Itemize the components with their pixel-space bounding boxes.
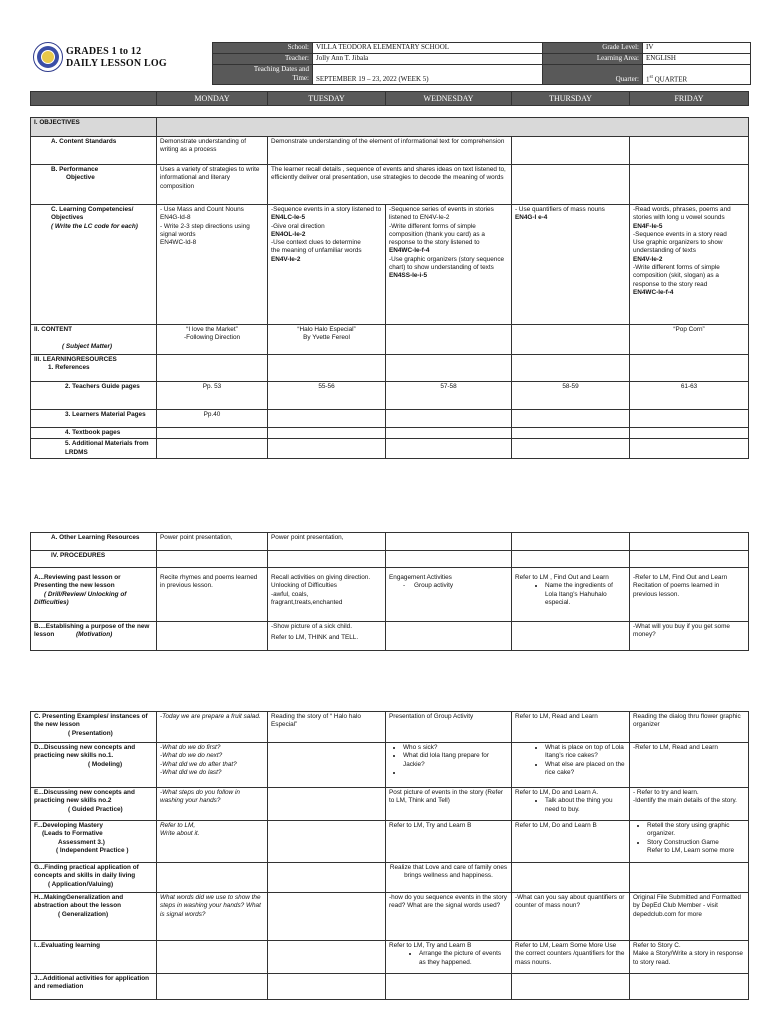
teachers-guide-friday: 61-63 [630, 382, 749, 410]
developing-mastery-thursday: Refer to LM, Do and Learn B [512, 821, 630, 863]
objectives-table [30, 117, 749, 459]
day-blank [31, 92, 157, 106]
teacher-value: Jolly Ann T. Jibala [313, 54, 543, 65]
day-thursday: THURSDAY [512, 92, 630, 106]
teachers-guide-tuesday: 55-56 [268, 382, 386, 410]
reviewing-lesson-label: A...Reviewing past lesson or Presenting the new lesson ( Drill/Review/ Unlocking of Difficulties) [31, 568, 157, 622]
reviewing-lesson-friday: -Refer to LM, Find Out and Learn Recitation of poems learned in previous lesson. [630, 568, 749, 622]
grade-level-value: IV [643, 43, 751, 54]
performance-objective-monday: Uses a variety of strategies to write informational and literary composition [157, 165, 268, 205]
grade-level-label: Grade Level: [543, 43, 643, 54]
dates-label: Teaching Dates and Time: [213, 65, 313, 85]
learners-material-monday: Pp.40 [157, 410, 268, 428]
teachers-guide-thursday: 58-59 [512, 382, 630, 410]
discussing-concepts-1-label: D...Discussing new concepts and practicing new skills no.1. ( Modeling) [31, 743, 157, 788]
learning-competencies-thursday: - Use quantifiers of mass nouns EN4G-I e-4 [512, 205, 630, 325]
learners-material-label: 3. Learners Material Pages [31, 410, 157, 428]
quarter-label: Quarter: [543, 65, 643, 85]
discussing-concepts-2-friday: - Refer to try and learn. -Identify the main details of the story. [630, 788, 749, 821]
presenting-examples-thursday: Refer to LM, Read and Learn [512, 712, 630, 743]
establishing-purpose-tuesday: -Show picture of a sick child. Refer to LM, THINK and TELL. [268, 622, 386, 651]
content-standards-tuesday: Demonstrate understanding of the element of informational text for comprehension [268, 137, 512, 165]
school-label: School: [213, 43, 313, 54]
content-friday: “Pop Corn” [630, 325, 749, 355]
content-label: II. CONTENT ( Subject Matter) [31, 325, 157, 355]
day-tuesday: TUESDAY [268, 92, 386, 106]
evaluating-learning-thursday: Refer to LM, Learn Some More Use the correct counters /quantifiers for the mass nouns. [512, 941, 630, 974]
performance-objective-label: B. Performance Objective [31, 165, 157, 205]
establishing-purpose-friday: -What will you buy if you get some money? [630, 622, 749, 651]
generalization-wednesday: -how do you sequence events in the story read? What are the signal words used? [386, 893, 512, 941]
performance-objective-tuesday: The learner recall details , sequence of events and shares ideas on text listened to, efficiently deliver oral presentation, use strategies to decode the meaning of words [268, 165, 512, 205]
learning-competencies-tuesday: -Sequence events in a story listened to EN4LC-Ie-5 -Give oral direction EN4OL-Ie-2 -Use context clues to determine the meaning of unfamiliar words EN4V-Ie-2 [268, 205, 386, 325]
school-value: VILLA TEODORA ELEMENTARY SCHOOL [313, 43, 543, 54]
content-tuesday: “Halo Halo Especial” By Yvette Fereol [268, 325, 386, 355]
discussing-concepts-1-thursday: • What is place on top of Lola Itang’s rice cakes? • What else are placed on the rice cake? [512, 743, 630, 788]
reviewing-lesson-thursday: Refer to LM , Find Out and Learn • Name the ingredients of Lola Itang’s Hahuhalo especial. [512, 568, 630, 622]
practical-application-label: G...Finding practical application of concepts and skills in daily living ( Application/Valuing) [31, 863, 157, 893]
discussing-concepts-1-monday: -What do we do first? -What do we do next? -What did we do after that? -What did we do last? [157, 743, 268, 788]
procedures-table-part1 [30, 532, 749, 651]
teachers-guide-monday: Pp. 53 [157, 382, 268, 410]
learning-area-value: ENGLISH [643, 54, 751, 65]
form-title: GRADES 1 to 12 [66, 46, 142, 57]
developing-mastery-wednesday: Refer to LM, Try and Learn B [386, 821, 512, 863]
teacher-label: Teacher: [213, 54, 313, 65]
form-subtitle: DAILY LESSON LOG [66, 58, 167, 69]
additional-materials-label: 5. Additional Materials from LRDMS [31, 439, 157, 459]
additional-activities-label: J...Additional activities for application and remediation [31, 974, 157, 1000]
presenting-examples-tuesday: Reading the story of “ Halo halo Especial” [268, 712, 386, 743]
discussing-concepts-1-wednesday: • Who s sick? • What did lola Itang prepare for Jackie? • [386, 743, 512, 788]
learning-competencies-friday: -Read words, phrases, poems and stories with long u vowel sounds EN4F-Ie-5 -Sequence events in a story read Use graphic organizers to show understanding of texts EN4V-Ie-2 -Write different forms of simple composition (skit, slogan) as a response to the story read EN4WC-Ie-f-4 [630, 205, 749, 325]
reviewing-lesson-tuesday: Recall activities on giving direction. Unlocking of Difficulties -awful, coals, fragrant,treats,enchanted [268, 568, 386, 622]
establishing-purpose-label: B....Establishing a purpose of the new lesson (Motivation) [31, 622, 157, 651]
reviewing-lesson-monday: Recite rhymes and poems learned in previous lesson. [157, 568, 268, 622]
textbook-pages-label: 4. Textbook pages [31, 428, 157, 439]
teachers-guide-wednesday: 57-58 [386, 382, 512, 410]
content-monday: “I love the Market” -Following Direction [157, 325, 268, 355]
teachers-guide-label: 2. Teachers Guide pages [31, 382, 157, 410]
developing-mastery-friday: • Retell the story using graphic organizer. • Story Construction Game Refer to LM, Learn some more [630, 821, 749, 863]
reviewing-lesson-wednesday: Engagement Activities - Group activity [386, 568, 512, 622]
discussing-concepts-1-friday: -Refer to LM, Read and Learn [630, 743, 749, 788]
presenting-examples-friday: Reading the dialog thru flower graphic organizer [630, 712, 749, 743]
learning-competencies-wednesday: -Sequence series of events in stories listened to EN4V-Ie-2 -Write different forms of simple composition (thank you card) as a response to the story listened to EN4WC-Ie-f-4 -Use graphic organizers (story sequence chart) to show understanding of texts EN4SS-Ie-i-5 [386, 205, 512, 325]
discussing-concepts-2-thursday: Refer to LM, Do and Learn A. • Talk about the thing you need to buy. [512, 788, 630, 821]
day-monday: MONDAY [157, 92, 268, 106]
generalization-thursday: -What can you say about quantifiers or counter of mass noun? [512, 893, 630, 941]
weekday-header-row [30, 91, 749, 106]
presenting-examples-wednesday: Presentation of Group Activity [386, 712, 512, 743]
day-friday: FRIDAY [630, 92, 749, 106]
learning-competencies-label: C. Learning Competencies/ Objectives ( Write the LC code for each) [31, 205, 157, 325]
other-resources-label: A. Other Learning Resources [31, 533, 157, 551]
learning-area-label: Learning Area: [543, 54, 643, 65]
day-wednesday: WEDNESDAY [386, 92, 512, 106]
content-standards-monday: Demonstrate understanding of writing as a process [157, 137, 268, 165]
learning-resources-label: III. LEARNINGRESOURCES 1. References [31, 355, 157, 382]
header-info-table [212, 42, 751, 85]
discussing-concepts-2-monday: -What steps do you follow in washing your hands? [157, 788, 268, 821]
evaluating-learning-label: I...Evaluating learning [31, 941, 157, 974]
content-standards-label: A. Content Standards [31, 137, 157, 165]
discussing-concepts-2-label: E...Discussing new concepts and practicing new skills no.2 ( Guided Practice) [31, 788, 157, 821]
generalization-monday: What words did we use to show the steps in washing your hands? What is signal words? [157, 893, 268, 941]
presenting-examples-monday: -Today we are prepare a fruit salad. [157, 712, 268, 743]
developing-mastery-label: F...Developing Mastery (Leads to Formative Assessment 3.) ( Independent Practice ) [31, 821, 157, 863]
quarter-value: 1st QUARTER [643, 65, 751, 85]
learning-competencies-monday: - Use Mass and Count Nouns EN4G-Id-8 - Write 2-3 step directions using signal words EN4WC-Id-8 [157, 205, 268, 325]
presenting-examples-label: C. Presenting Examples/ instances of the new lesson ( Presentation) [31, 712, 157, 743]
evaluating-learning-friday: Refer to Story C. Make a Story/Write a story in response to story read. [630, 941, 749, 974]
other-resources-monday: Power point presentation, [157, 533, 268, 551]
generalization-friday: Original File Submitted and Formatted by DepEd Club Member - visit depedclub.com for more [630, 893, 749, 941]
objectives-heading: I. OBJECTIVES [31, 118, 157, 137]
deped-logo [33, 42, 63, 72]
discussing-concepts-2-wednesday: Post picture of events in the story (Refer to LM, Think and Tell) [386, 788, 512, 821]
procedures-heading: IV. PROCEDURES [31, 551, 157, 568]
practical-application-wednesday: Realize that Love and care of family ones brings wellness and happiness. [386, 863, 512, 893]
generalization-label: H...MakingGeneralization and abstraction about the lesson ( Generalization) [31, 893, 157, 941]
procedures-table-part2 [30, 711, 749, 1000]
dates-value: SEPTEMBER 19 – 23, 2022 (WEEK 5) [313, 65, 543, 85]
developing-mastery-monday: Refer to LM, Write about it. [157, 821, 268, 863]
evaluating-learning-wednesday: Refer to LM, Try and Learn B • Arrange the picture of events as they happened. [386, 941, 512, 974]
other-resources-tuesday: Power point presentation, [268, 533, 386, 551]
